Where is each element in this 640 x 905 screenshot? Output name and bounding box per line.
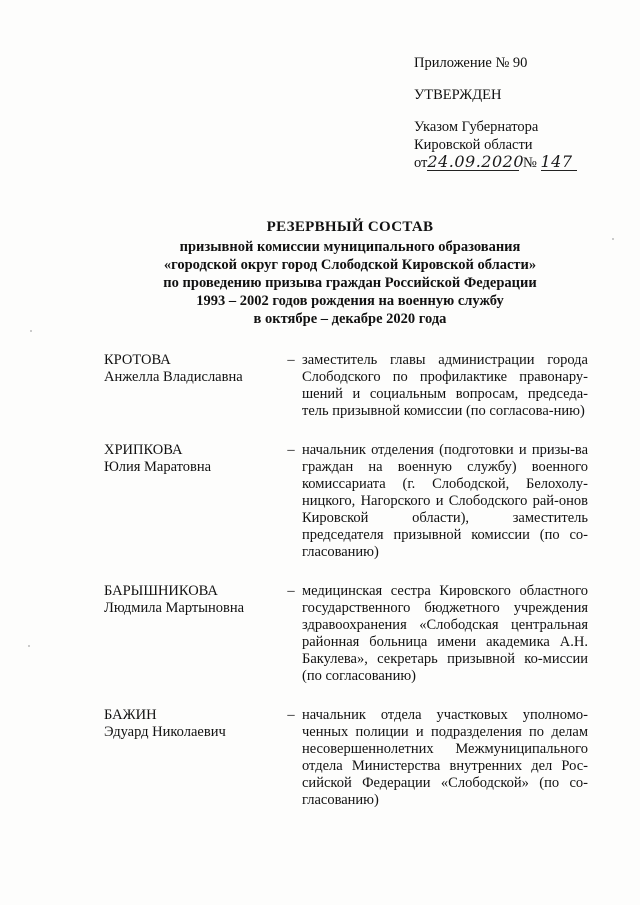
title-main: РЕЗЕРВНЫЙ СОСТАВ: [266, 219, 434, 235]
member-dash: –: [287, 583, 295, 599]
number-prefix: №: [523, 155, 537, 171]
member-given-name: Эдуард Николаевич: [104, 724, 226, 740]
member-name: [104, 352, 280, 420]
member-surname: ХРИПКОВА: [104, 442, 183, 458]
document-title: [80, 218, 620, 328]
member-role: начальник отделения (подготовки и призы-ва граждан на военную службу) военного комиссариата (г. Слободской, Белохолу-ницкого, Нагорского и Слободского рай-онов Кировской области), заместитель председателя призывной комиссии (по со-гласованию): [302, 442, 588, 560]
member-role: медицинская сестра Кировского областного государственного бюджетного учреждения здравоохранения «Слободская центральная районная больница имени академика А.Н. Бакулева», секретарь призывной ко-миссии (по согласованию): [302, 583, 588, 684]
handwritten-date: 24.09.2020: [427, 152, 525, 171]
appendix-label: Приложение № 90: [414, 55, 528, 71]
decree-line-2: Кировской области: [414, 137, 533, 153]
scan-speck: [30, 330, 32, 332]
member-surname: БАЖИН: [104, 707, 157, 723]
title-line-4: 1993 – 2002 годов рождения на военную службу: [196, 293, 504, 309]
approved-label: УТВЕРЖДЕН: [414, 87, 502, 103]
member-surname: БАРЫШНИКОВА: [104, 583, 218, 599]
members-list: [104, 352, 588, 831]
member-dash: –: [287, 707, 295, 723]
member-name: [104, 442, 280, 561]
member-entry: [104, 352, 588, 420]
member-role: заместитель главы администрации города Слободского по профилактике правонару-шений и социальным вопросам, председа-тель призывной комиссии (по согласова-нию): [302, 352, 588, 419]
member-dash: –: [287, 442, 295, 458]
member-name: [104, 583, 280, 685]
scan-speck: [612, 238, 614, 240]
member-entry: [104, 442, 588, 561]
member-given-name: Юлия Маратовна: [104, 459, 212, 475]
scan-speck: [28, 645, 30, 647]
approval-block: [414, 54, 624, 172]
member-entry: [104, 707, 588, 809]
member-given-name: Анжелла Владиславна: [104, 369, 243, 385]
member-entry: [104, 583, 588, 685]
decree-line-1: Указом Губернатора: [414, 119, 539, 135]
member-given-name: Людмила Мартыновна: [104, 600, 245, 616]
title-line-3: по проведению призыва граждан Российской Федерации: [163, 275, 537, 291]
title-line-5: в октябре – декабре 2020 года: [253, 311, 447, 327]
member-role: начальник отдела участковых уполномо-ченных полиции и подразделения по делам несовершеннолетних Межмуниципального отдела Министерства внутренних дел Рос-сийской Федерации «Слободской» (по со-гласованию): [302, 707, 588, 808]
title-line-2: «городской округ город Слободской Кировской области»: [163, 257, 537, 273]
date-prefix: от: [414, 155, 428, 171]
member-name: [104, 707, 280, 809]
decree-date-line: [414, 154, 624, 172]
member-surname: КРОТОВА: [104, 352, 171, 368]
title-line-1: призывной комиссии муниципального образования: [179, 239, 521, 255]
member-dash: –: [287, 352, 295, 368]
handwritten-number: 147: [541, 154, 577, 171]
